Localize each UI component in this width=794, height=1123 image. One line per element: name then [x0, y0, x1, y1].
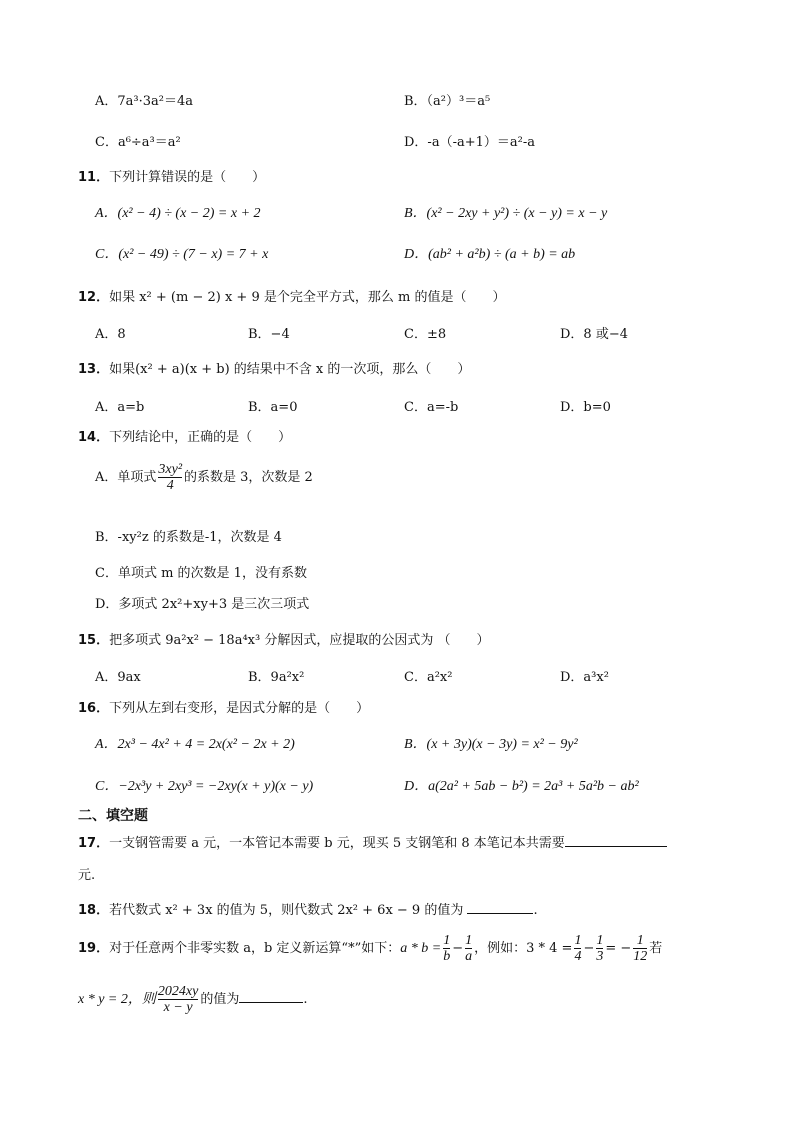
section-title-fill-in: 二、填空题	[78, 808, 148, 824]
q19-f1-den: b	[443, 949, 451, 964]
q11-stem	[78, 166, 265, 185]
q17-tail: 元.	[78, 868, 96, 883]
q19-fraction-2024xy	[158, 984, 198, 1015]
q17-number: 17．	[78, 836, 110, 851]
q14-option-a	[95, 462, 313, 493]
q10-option-d: D．-a（-a+1）＝a²-a	[404, 135, 535, 150]
q13-option-c: C．a=-b	[404, 400, 459, 415]
q14-a-suffix: 的系数是 3，次数是 2	[184, 470, 313, 485]
q15-option-a: A．9ax	[95, 670, 141, 685]
q19-f1-num: 1	[443, 933, 451, 948]
q19-f4-den: 3	[596, 949, 604, 964]
q12-option-d: D．8 或−4	[560, 327, 628, 342]
q15-text: 把多项式 9a²x² − 18a⁴x³ 分解因式，应提取的公因式为 （ ）	[109, 633, 490, 648]
q13-stem	[78, 358, 470, 377]
q12-number: 12．	[78, 290, 110, 305]
q10-option-a: A．7a³·3a²＝4a	[95, 94, 194, 109]
q14-option-d: D．多项式 2x²+xy+3 是三次三项式	[95, 597, 310, 612]
q12-option-c: C．±8	[404, 327, 447, 342]
q11-number: 11．	[78, 170, 110, 185]
q14-a-fraction	[158, 462, 182, 493]
q18-answer-blank[interactable]	[467, 901, 533, 914]
q19-equals-negative: = −	[605, 941, 632, 956]
q19-number: 19．	[78, 941, 110, 956]
q19-answer-blank[interactable]	[239, 990, 303, 1003]
q15-option-b: B．9a²x²	[248, 670, 305, 685]
q15-option-d: D．a³x²	[560, 670, 609, 685]
q13-option-b: B．a=0	[248, 400, 298, 415]
q19-minus: −	[452, 941, 464, 956]
q19-f5-den: 12	[633, 949, 648, 964]
q11-text: 下列计算错误的是（ ）	[109, 170, 266, 185]
q13-text: 如果(x² + a)(x + b) 的结果中不含 x 的一次项，那么（ ）	[109, 362, 471, 377]
q16-text: 下列从左到右变形，是因式分解的是（ ）	[109, 701, 370, 716]
q11-option-b: B．(x² − 2xy + y²) ÷ (x − y) = x − y	[404, 206, 608, 221]
q19-fraction-1-over-b	[443, 933, 450, 964]
q14-number: 14．	[78, 430, 110, 445]
q16-number: 16．	[78, 701, 110, 716]
q18-number: 18．	[78, 903, 110, 918]
q13-option-d: D．b=0	[560, 400, 611, 415]
q15-stem	[78, 629, 489, 648]
q18-text: 若代数式 x² + 3x 的值为 5，则代数式 2x² + 6x − 9 的值为	[109, 903, 464, 918]
q14-option-c: C．单项式 m 的次数是 1，没有系数	[95, 566, 307, 581]
q12-stem	[78, 286, 505, 305]
q19-f3-den: 4	[574, 949, 582, 964]
q19-f5-num: 1	[636, 933, 644, 948]
q14-option-b: B．-xy²z 的系数是-1，次数是 4	[95, 530, 282, 545]
q19-line2	[78, 984, 307, 1015]
q19-f2-num: 1	[465, 933, 473, 948]
q19-f6-den: x − y	[158, 999, 198, 1015]
q10-option-c: C．a⁶÷a³＝a²	[95, 135, 181, 150]
q19-fraction-1-over-a	[465, 933, 472, 964]
q15-number: 15．	[78, 633, 110, 648]
q14-a-numerator: 3xy²	[158, 462, 183, 477]
q16-option-b: B．(x + 3y)(x − 3y) = x² − 9y²	[404, 737, 578, 752]
q16-option-c: C．−2x³y + 2xy³ = −2xy(x + y)(x − y)	[95, 779, 314, 794]
q15-option-c: C．a²x²	[404, 670, 453, 685]
q10-option-b: B．（a²）³＝a⁵	[404, 94, 491, 109]
q14-text: 下列结论中，正确的是（ ）	[109, 430, 292, 445]
q19-f2-den: a	[465, 949, 473, 964]
q19-f6-num: 2024xy	[157, 984, 199, 999]
q18-stem	[78, 899, 538, 918]
q14-stem	[78, 426, 291, 445]
q19-line2-prefix: x * y = 2，则	[78, 992, 156, 1007]
q19-example: ，例如：3 * 4 =	[474, 941, 573, 956]
q19-line2-suffix: 的值为	[200, 992, 240, 1007]
q12-option-a: A．8	[95, 327, 126, 342]
q19-minus-2: −	[583, 941, 595, 956]
q19-tail: .	[303, 992, 308, 1007]
q19-expr1: a * b =	[400, 941, 442, 956]
q16-option-a: A．2x³ − 4x² + 4 = 2x(x² − 2x + 2)	[95, 737, 295, 752]
q12-option-b: B．−4	[248, 327, 290, 342]
q18-tail: .	[533, 903, 538, 918]
q19-fraction-1-over-4	[574, 933, 581, 964]
q14-a-denominator: 4	[158, 477, 182, 493]
q14-a-prefix: A．单项式	[95, 470, 157, 485]
q13-number: 13．	[78, 362, 110, 377]
q19-fraction-1-over-3	[596, 933, 603, 964]
q11-option-c: C．(x² − 49) ÷ (7 − x) = 7 + x	[95, 247, 269, 262]
q17-stem	[78, 832, 667, 851]
q19-f4-num: 1	[596, 933, 604, 948]
q19-ruo: 若	[649, 941, 663, 956]
q11-option-d: D．(ab² + a²b) ÷ (a + b) = ab	[404, 247, 576, 262]
q13-option-a: A．a=b	[95, 400, 145, 415]
q19-f3-num: 1	[574, 933, 582, 948]
q16-option-d: D．a(2a² + 5ab − b²) = 2a³ + 5a²b − ab²	[404, 779, 639, 794]
q17-text: 一支钢管需要 a 元，一本管记本需要 b 元，现买 5 支钢笔和 8 本笔记本共需要	[109, 836, 565, 851]
q17-answer-blank[interactable]	[565, 834, 667, 847]
q11-option-a: A．(x² − 4) ÷ (x − 2) = x + 2	[95, 206, 261, 221]
q19-text: 对于任意两个非零实数 a，b 定义新运算“*”如下：	[109, 941, 401, 956]
q19-line1	[78, 933, 662, 964]
q12-text: 如果 x² + (m − 2) x + 9 是个完全平方式，那么 m 的值是（ ）	[109, 290, 506, 305]
q16-stem	[78, 697, 369, 716]
q19-fraction-1-over-12	[633, 933, 647, 964]
